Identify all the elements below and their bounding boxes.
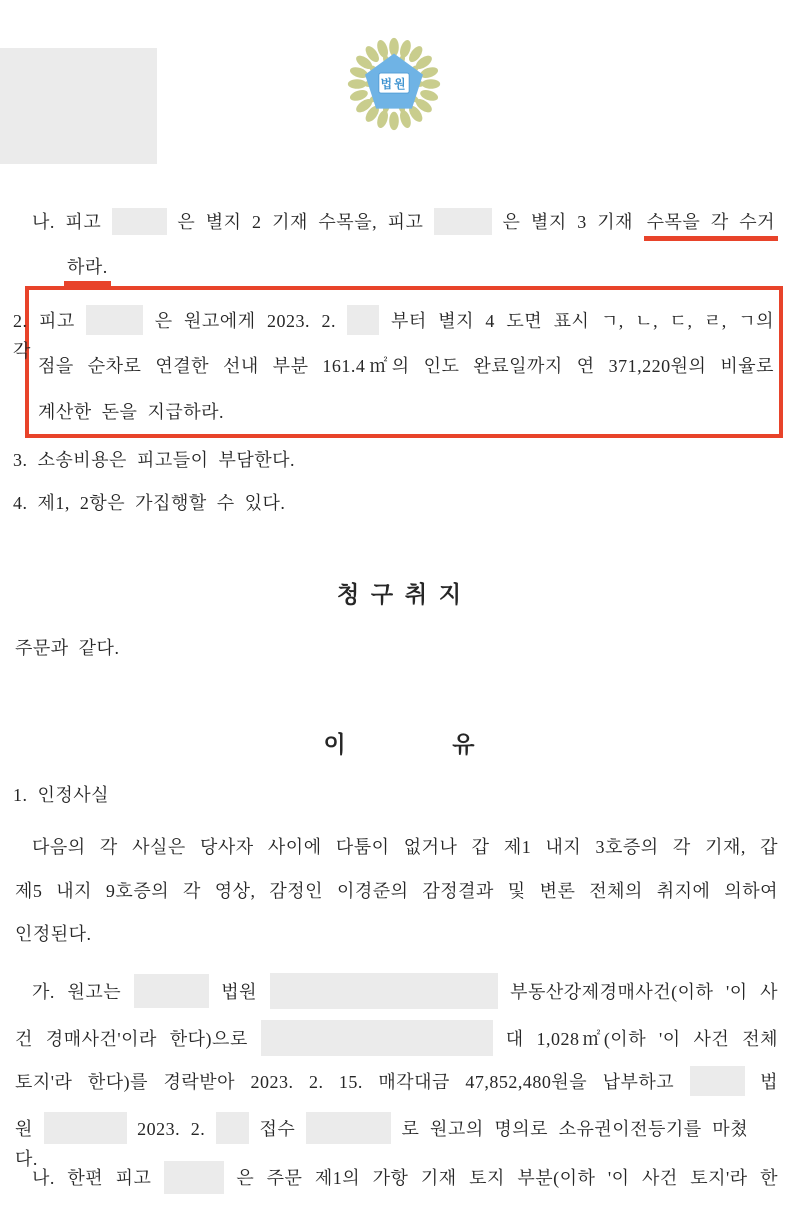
heading-claim — [0, 580, 800, 614]
fact-line-3 — [15, 919, 778, 953]
redaction-box — [347, 305, 379, 335]
doc-text: 접수 — [259, 1119, 296, 1139]
doc-text: 부터 별지 4 도면 표시 ㄱ, ㄴ, ㄷ, ㄹ, ㄱ의 각 — [13, 311, 775, 361]
heading-gap — [358, 750, 443, 752]
mun-na-line-2 — [64, 252, 778, 286]
redaction-box — [164, 1161, 224, 1194]
doc-text: 계산한 돈을 지급하라. — [38, 402, 224, 422]
doc-text: 나. 피고 — [32, 212, 102, 232]
red-underlined-text: 하라. — [64, 257, 111, 286]
seal-petal — [422, 79, 440, 89]
redaction-box — [306, 1112, 391, 1144]
redaction-box — [134, 974, 209, 1008]
redaction-box — [690, 1066, 745, 1096]
fact-na-line-1 — [32, 1161, 778, 1195]
court-seal-icon — [346, 36, 442, 132]
doc-text: 이 — [323, 732, 348, 757]
doc-text: 주문과 같다. — [15, 638, 120, 658]
doc-text: 4. 제1, 2항은 가집행할 수 있다. — [13, 493, 286, 513]
doc-text: 부동산강제경매사건(이하 '이 사 — [510, 982, 779, 1002]
doc-text: 1. 인정사실 — [13, 785, 110, 805]
fact-line-1 — [32, 832, 778, 866]
mun-2-line-3 — [38, 397, 778, 431]
mun-2-line-2 — [38, 351, 774, 385]
redaction-box — [434, 208, 492, 235]
doc-text: 토지'라 한다)를 경락받아 2023. 2. 15. 매각대금 47,852,480원을 납부하고 — [15, 1072, 675, 1092]
doc-text: 청 구 취 지 — [336, 582, 464, 607]
fact-line-2 — [15, 876, 778, 910]
heading-reason — [0, 730, 800, 764]
doc-text: 대 1,028㎡(이하 '이 사건 전체 — [505, 1029, 779, 1049]
doc-text: 법원 — [221, 982, 258, 1002]
fact-ga-line-1 — [32, 973, 778, 1007]
doc-text: 가. 원고는 — [32, 982, 122, 1002]
mun-na-line-1 — [32, 207, 778, 241]
doc-text: 은 주문 제1의 가항 기재 토지 부분(이하 '이 사건 토지'라 한 — [236, 1168, 778, 1188]
doc-text: 점을 순차로 연결한 선내 부분 161.4㎡의 인도 완료일까지 연 371,220원의 비율로 — [38, 356, 774, 376]
mun-4-line — [13, 488, 778, 522]
redaction-box — [216, 1112, 249, 1144]
doc-text: 제5 내지 9호증의 각 영상, 감정인 이경준의 감정결과 및 변론 전체의 취지에 의하여 — [15, 881, 778, 901]
reason-sec-1 — [13, 780, 778, 814]
redaction-block-top-left — [0, 48, 157, 164]
doc-text: 은 별지 3 기재 — [502, 212, 634, 232]
doc-text: 은 별지 2 기재 수목을, 피고 — [177, 212, 424, 232]
seal-petal — [389, 112, 399, 130]
mun-3-line — [13, 445, 778, 479]
redaction-box — [86, 305, 143, 335]
fact-ga-line-2 — [15, 1020, 778, 1054]
doc-text: 2. 피고 — [13, 311, 75, 331]
doc-text: 건 경매사건'이라 한다)으로 — [15, 1029, 248, 1049]
doc-text: 인정된다. — [15, 924, 92, 944]
redaction-box — [270, 973, 498, 1009]
mun-2-line-1 — [13, 305, 775, 361]
claim-body-line — [15, 633, 778, 667]
redaction-box — [44, 1112, 127, 1144]
doc-text: 다음의 각 사실은 당사자 사이에 다툼이 없거나 갑 제1 내지 3호증의 각 기재, 갑 — [32, 837, 778, 857]
seal-label: 법원 — [380, 77, 408, 92]
doc-text: 3. 소송비용은 피고들이 부담한다. — [13, 450, 296, 470]
redaction-box — [112, 208, 167, 235]
fact-ga-line-4 — [15, 1112, 749, 1169]
doc-text: 2023. 2. — [137, 1119, 206, 1139]
seal-petal — [348, 79, 366, 89]
fact-ga-line-3 — [15, 1066, 778, 1100]
redaction-box — [261, 1020, 493, 1056]
red-underlined-text: 수목을 각 수거 — [644, 212, 778, 241]
doc-text: 유 — [452, 732, 477, 757]
doc-text: 법 — [760, 1072, 779, 1092]
doc-text: 로 원고의 명의로 소유권이전등기를 마쳤다. — [15, 1119, 749, 1169]
doc-text: 원 — [15, 1119, 33, 1139]
doc-text: 은 원고에게 2023. 2. — [154, 311, 337, 331]
doc-text: 나. 한편 피고 — [32, 1168, 152, 1188]
